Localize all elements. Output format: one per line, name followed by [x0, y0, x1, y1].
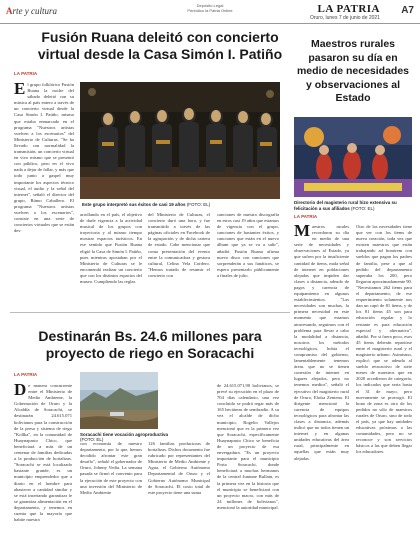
article1-photo: [80, 82, 280, 199]
page-number: A7: [401, 5, 414, 16]
article2-column-2: con economía de nuestro departamento, por lo que, hemos decidido afrontar este gran desafío", señaló el gobernador de Oruro, Johnny Vedia. La semana pasada se firmó el convenio para la ejecución de este proyecto con una inversión del Ministerio de Medio Ambiente: [80, 441, 142, 495]
article2-column-1: De manera concurrente entre el Ministerio de Medio Ambiente, la Gobernación de Oruro y la Alcaldía de Soracachi, se destinarán 24.615.071 bolivianos para la construcción de la presa y sistema de riego "Kollka", en la comunidad de Huaynapasto Chico, que beneficiará a más de un centenar de familias dedicadas a la producción de hortalizas. "Soracachi se está localizado bastante grande, es un municipio emprendedor que a diario en el hombre para abastecer a cantidad similar y se está insertando garantizar le se garantiza alimentación en el departamento, y tenemos en cuenta que la mayoría que habite nuestra: [14, 383, 72, 523]
article1-column-1: El grupo folklórico Fusión Ruana la noche del sábado deleitó con su música al país entero a través de un concierto virtual desde la Casa Simón I. Patiño, mismo que estaba enmarcado en el programa "Nuestros artistas vuelven a los escenarios" del Ministerio de Culturas. "Se ha llevado con normalidad la transmisión, un concierto virtual en vivo mismo que se presentó con público, pero en el vivo nada a dejar de fallar, y más que todo junto a gaspel muy importante los aspectos técnico visual, el audio y la señal del internet", señaló el director del grupo, Rúmo Caballero. El programa "Nuestros artistas vuelven a los escenarios", consiste en una serie de conciertos virtuales que se están des-: [14, 82, 74, 234]
side-article-column-1: Maestros rurales recordaron su día en medio de una serie de necesidades y observaciones al Estado, ya que sufren por la insuficiente cantidad de ítems, mala señal de internet en poblaciones alejadas que impiden dar clases a distancia, adeudo de pagos y carencia de equipamiento en algunos establecimientos. "Las necesidades son muchas, la primera necesidad en este momento que estamos atravesando, seguimos con el problema para llevar a cabo la modalidad a distancia, nosotros los métodos tecnológicos, hobia el compromiso del gobierno, lamentablemente tenemos áreas que no se tienen conexión de internet en lugares alejados, pero no tenemos medios", señaló el ejecutivo del magisterio rural de Oruro, Eloísa Zenteno. El dirigente mencionó la carencia de equipos tecnológicos para afrontar las clases a distancia, además indicó que no todos tienen un internet y en algunas unidades educativas del área rural, principalmente en aquellas que están muy alejadas.: [294, 224, 349, 461]
section-divider: [10, 312, 290, 313]
article2-column-3: 126 familias productoras de hortalizas. Dichos documento fue rubricado por representantes del Ministerio de Medio Ambiente y Agua, el Gobierno Autónomo Departamental de Oruro y el Gobierno Autónomo Municipal de Soracachi. El costo total de este proyecto tiene una suma: [148, 441, 210, 495]
article1-dropcap: E: [14, 82, 26, 98]
article2-photo: [80, 372, 158, 429]
article1-column-3: del Ministerio de Culturas, el concierto duró una hora, y fue transmitido a través de las páginas oficiales en Facebook de la agrupación y de dicha cartera de estado. Cabe mencionar que como presentación del evento entre la comunicadora y gestora cultural, Celina Vela Cordero. "Hemos tratado de resumir el concierto con: [148, 212, 210, 278]
section-label: Arte y cultura: [6, 6, 57, 16]
article1-column-4: canciones de nuestra discografía en estos casi 19 años que estamos de vigencia con el grupo, canciones de bastantes éxitos, y canciones que están en el nuevo álbum que ya se va a salir", añadió. Fusión Ruana afirma nuevo disco con canciones que sorprenderán a sus fanáticos, se espera presentarlo públicamente a finales de julio.: [217, 212, 279, 278]
article2-photo-caption: Soracachi tiene vocación agroproductiva (FOTO: EL): [80, 432, 169, 442]
article1-kicker: LA PATRIA: [14, 71, 38, 76]
side-article-kicker: LA PATRIA: [294, 214, 318, 219]
article2-dropcap: D: [14, 383, 27, 399]
issue-date: Oruro, lunes 7 de junio de 2021: [309, 15, 380, 21]
side-article-photo: [294, 117, 412, 197]
side-article-column-2: Otro de las necesidades tiene que ver con los ítems de nueva creación, toda vez que existen maestros que están trabajando ad honórem con sueldos que pagan los padres de familia, pese a que al pedido del departamento superaba los 200, pero llegaron aproximadamente 90. "Necesitamos 262 ítems para el departamento, de ese requerimiento solamente nos dan un capó de 81 ítems, y de los 81 ítems 45 son para educación regular y lo restante es para educación especial y alternativa", añadió. Por si fuera poco, esos 45 ítems deberán repartirse entre el magisterio rural y el magisterio urbano. Asimismo, explicó que se adeuda al sueldo retroactivo de siete meses de maestros que en 2020 accedieron de categoría, los indicados que seria hasta el 31 de mayo, pero nuevamente se prorrogó. El bono de zona es otro de los pedidos no sólo de maestros rurales de Oruro, sino de todo el país, ya que hay unidades educativas próximas a las comunidades, pero no se reconoce y son servicios básicos a las que deben llegar los educadores.: [356, 224, 412, 455]
side-article-photo-caption: Directorio del magisterio rural hizo extensiva su felicitación a sus afiliados (FOTO: EL): [294, 200, 397, 211]
article1-headline: Fusión Ruana deleitó con concierto virtual desde la Casa Simón I. Patiño: [37, 29, 283, 62]
legal-info: Depósito Legal Periódico la Patria Online: [187, 3, 233, 13]
article2-kicker: LA PATRIA: [14, 372, 38, 377]
article2-headline: Destinarán Bs. 24.6 millones para proyecto de riego en Soracachi: [38, 328, 262, 361]
page-header: [0, 0, 420, 24]
newspaper-brand: LA PATRIA: [317, 3, 380, 15]
side-article-dropcap: M: [294, 224, 311, 240]
article1-photo-caption: Este grupo interpretó sus éxitos de casi 19 años (FOTO: EL): [82, 202, 211, 207]
article1-column-2: arrollando en el país, el objetivo de darle vigencia a la actividad musical de los grupos con trayectoria y al mismo tiempo mostrar espacios turísticos. En ese sentido que Fusión Ruana eligió la Casa de Simón I. Patiño, pues mientras apostaban por el Ministerio de Culturas se le encomendó realizar un concierto que con los distintos espacios del museo. Cumpliendo las reglas: [80, 212, 142, 285]
side-article-headline: Maestros rurales pasaron su día en medio de necesidades y observaciones al Estado: [296, 38, 410, 104]
article2-column-4: de 24.615.071,90 bolivianos, se prevé su ejecución en el plazo de 704 días calendario, una vez concluido se podrá regar más de 165 hectáreas de sembradío. A su vez el alcalde de dicho municipio, Rogelio Vallejos mencionó que es la primera vez que Soracachi, específicamente Huaynapasto Chico se beneficia de un proyecto de esa envergadura. "Es un proyecto importante para el municipio Porta Soracachi, donde beneficiará a muchas hermanos de la central Juntune Bullain, es la primera vez en la historia que el municipio se beneficiará con un proyecto macro, con más de 24 millones de bolivianos", mencionó la autoridad municipal.: [217, 383, 279, 510]
